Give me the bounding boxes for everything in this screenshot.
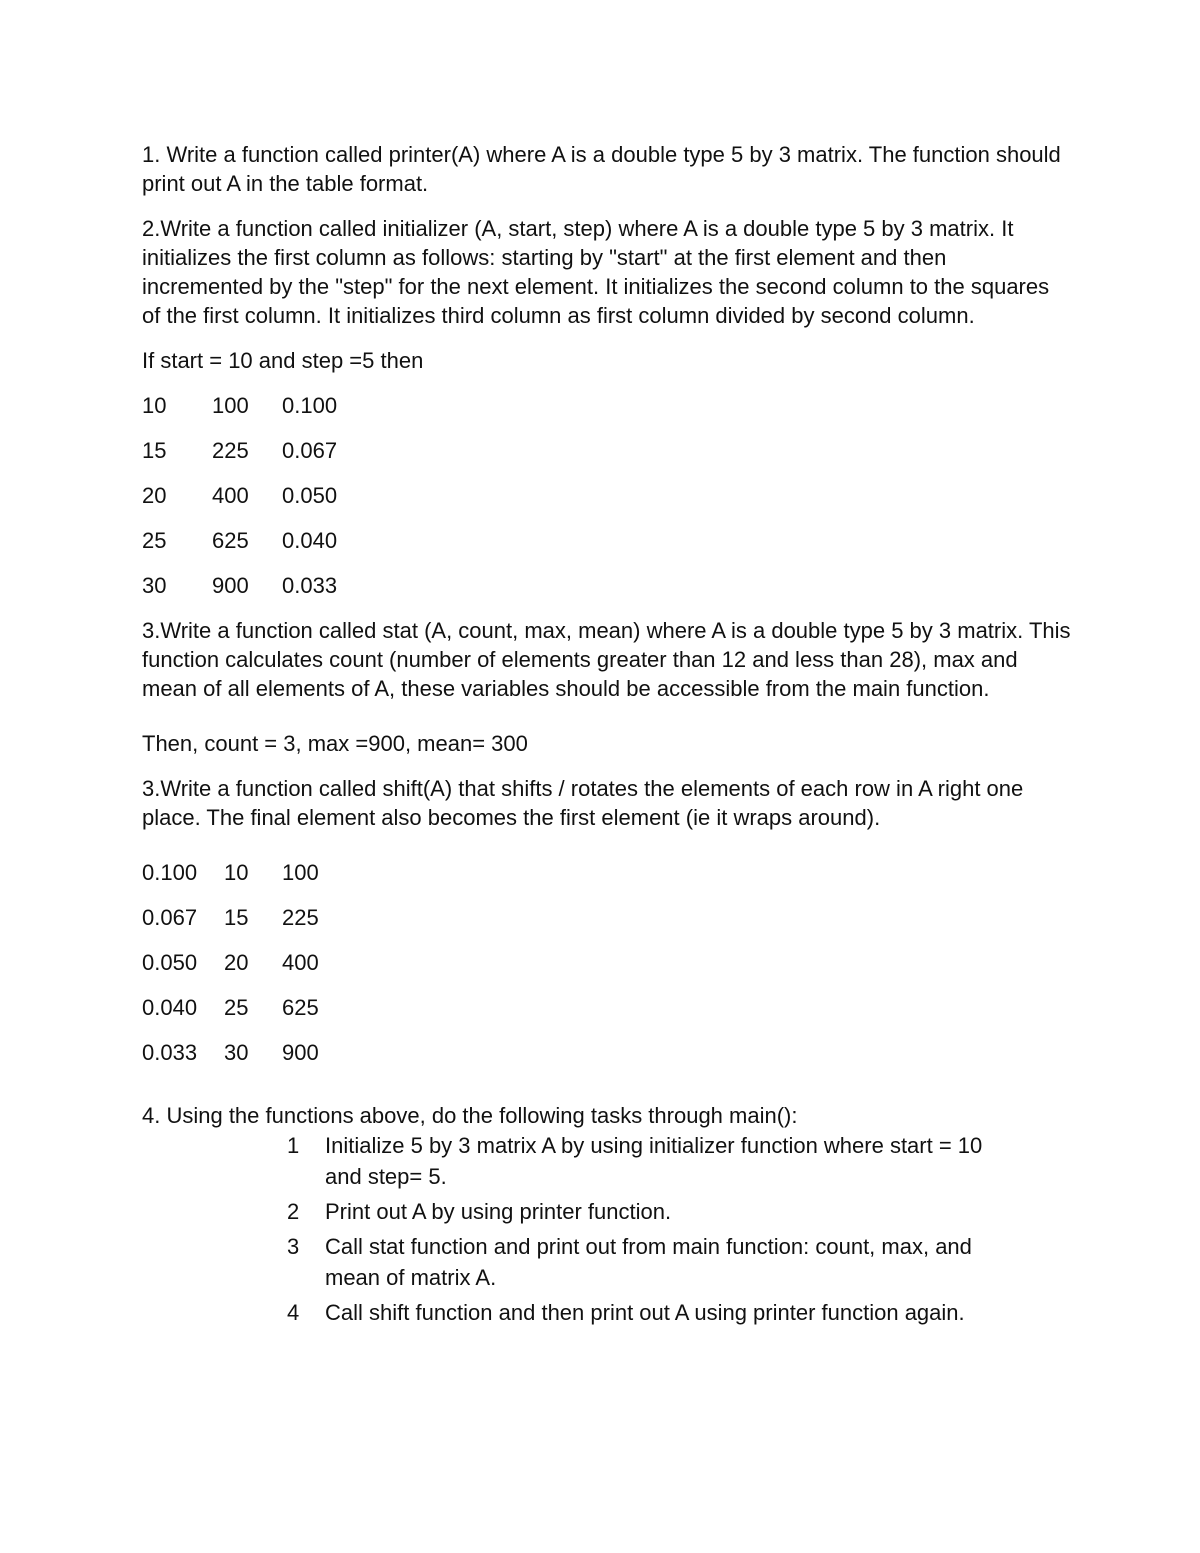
- matrix-cell: 625: [212, 528, 249, 553]
- matrix-cell: 400: [212, 483, 249, 508]
- stat-result: Then, count = 3, max =900, mean= 300: [142, 731, 528, 756]
- task-text: Print out A by using printer function.: [325, 1199, 672, 1224]
- matrix-cell: 0.050: [282, 483, 338, 508]
- initializer-example-matrix: [142, 391, 337, 616]
- matrix-cell: 20: [142, 483, 167, 508]
- matrix-cell: 10: [142, 393, 167, 418]
- matrix-cell: 0.033: [142, 1040, 198, 1065]
- matrix-cell: 225: [212, 438, 249, 463]
- matrix-cell: 0.067: [142, 905, 198, 930]
- task-number: 3: [287, 1234, 300, 1259]
- matrix-row: [142, 993, 319, 1038]
- matrix-cell: 15: [224, 905, 249, 930]
- matrix-cell: 0.050: [142, 950, 198, 975]
- task-item: [287, 1297, 1007, 1328]
- task-item: [287, 1130, 1007, 1192]
- task-number: 1: [287, 1133, 300, 1158]
- task-text: Initialize 5 by 3 matrix A by using initializer function where start = 10 and step= 5.: [325, 1133, 983, 1189]
- question-2: 2.Write a function called initializer (A, start, step) where A is a double type 5 by 3 matrix. It initializes the first column as follows: starting by "start" at the first element and then incremented by the "step" for the next element. It initializes the second column to the squares of the first column. It initializes third column as first column divided by second column.: [142, 216, 1050, 328]
- matrix-cell: 0.040: [282, 528, 338, 553]
- matrix-cell: 20: [224, 950, 249, 975]
- matrix-cell: 30: [224, 1040, 249, 1065]
- matrix-cell: 225: [282, 905, 319, 930]
- example-intro: If start = 10 and step =5 then: [142, 348, 424, 373]
- matrix-row: [142, 903, 319, 948]
- matrix-cell: 0.067: [282, 438, 338, 463]
- matrix-cell: 0.100: [142, 860, 198, 885]
- matrix-row: [142, 436, 337, 481]
- matrix-cell: 0.100: [282, 393, 338, 418]
- task-number: 2: [287, 1199, 300, 1224]
- question-3-shift: 3.Write a function called shift(A) that shifts / rotates the elements of each row in A right one place. The final element also becomes the first element (ie it wraps around).: [142, 776, 1024, 830]
- matrix-row: [142, 526, 337, 571]
- matrix-cell: 100: [282, 860, 319, 885]
- task-text: Call stat function and print out from main function: count, max, and mean of matrix A.: [325, 1234, 972, 1290]
- matrix-row: [142, 571, 337, 616]
- matrix-row: [142, 948, 319, 993]
- matrix-cell: 25: [224, 995, 249, 1020]
- matrix-cell: 900: [212, 573, 249, 598]
- matrix-cell: 625: [282, 995, 319, 1020]
- matrix-row: [142, 481, 337, 526]
- matrix-cell: 0.040: [142, 995, 198, 1020]
- question-4: 4. Using the functions above, do the following tasks through main():: [142, 1103, 798, 1128]
- shift-example-matrix: [142, 858, 319, 1083]
- task-text: Call shift function and then print out A using printer function again.: [325, 1300, 965, 1325]
- matrix-cell: 0.033: [282, 573, 338, 598]
- matrix-row: [142, 391, 337, 436]
- matrix-cell: 900: [282, 1040, 319, 1065]
- matrix-row: [142, 858, 319, 903]
- task-item: [287, 1196, 1007, 1227]
- matrix-row: [142, 1038, 319, 1083]
- matrix-cell: 400: [282, 950, 319, 975]
- task-number: 4: [287, 1300, 300, 1325]
- document-page: [142, 140, 1072, 1332]
- matrix-cell: 15: [142, 438, 167, 463]
- task-list: [287, 1130, 1007, 1328]
- matrix-cell: 100: [212, 393, 249, 418]
- matrix-cell: 30: [142, 573, 167, 598]
- task-item: [287, 1231, 1007, 1293]
- question-1: 1. Write a function called printer(A) where A is a double type 5 by 3 matrix. The function should print out A in the table format.: [142, 142, 1061, 196]
- matrix-cell: 10: [224, 860, 249, 885]
- question-3-stat: 3.Write a function called stat (A, count, max, mean) where A is a double type 5 by 3 matrix. This function calculates count (number of elements greater than 12 and less than 28), max and mean of all elements of A, these variables should be accessible from the main function.: [142, 618, 1071, 701]
- matrix-cell: 25: [142, 528, 167, 553]
